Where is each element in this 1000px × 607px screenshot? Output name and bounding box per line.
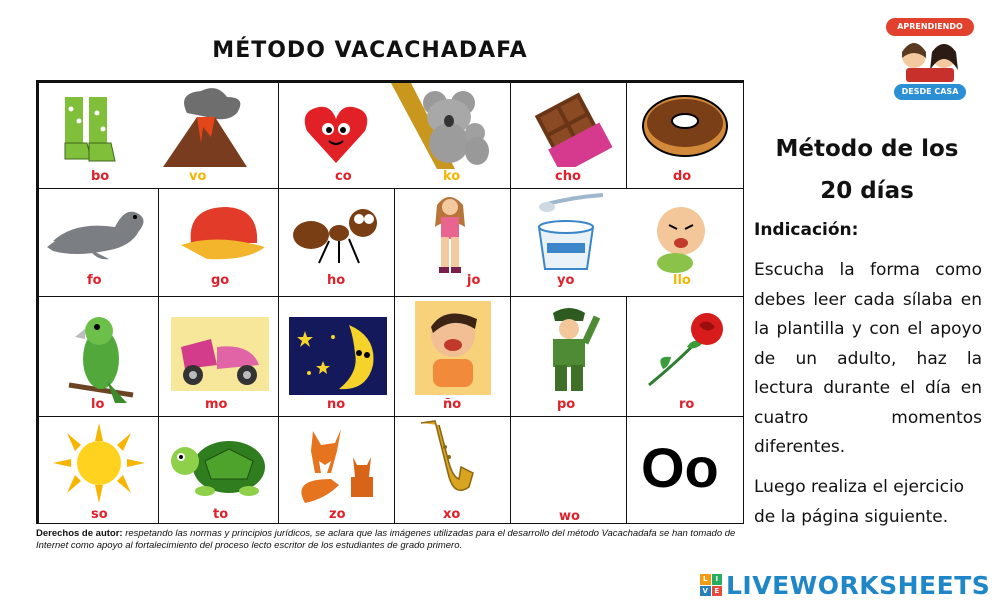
yogurt-icon xyxy=(533,193,613,273)
cell-bo-vo xyxy=(38,82,280,190)
aprendiendo-desde-casa-logo xyxy=(880,14,980,104)
chocolate-icon xyxy=(525,91,615,167)
syllable-jo: jo xyxy=(467,273,481,288)
scooter-icon xyxy=(171,317,269,391)
police-icon xyxy=(539,303,601,395)
cell-yo-llo xyxy=(510,188,744,298)
syllable-wo: wo xyxy=(559,509,580,524)
copyright-label: Derechos de autor: xyxy=(36,528,123,539)
syllable-grid xyxy=(36,80,744,524)
cell-jo xyxy=(394,188,512,298)
rain-boots-icon xyxy=(57,93,137,167)
syllable-fo: fo xyxy=(87,273,102,288)
cell-zo xyxy=(278,416,396,524)
syllable-so: so xyxy=(91,507,108,522)
liveworksheets-brand: LIVEWORKSHEETS xyxy=(726,570,991,600)
cell-ho xyxy=(278,188,396,298)
ant-icon xyxy=(289,201,385,267)
big-letter-oo: Oo xyxy=(641,436,719,499)
cell-po xyxy=(510,296,628,418)
rose-icon xyxy=(643,307,733,391)
syllable-yo: yo xyxy=(557,273,575,288)
copyright-notice xyxy=(36,528,746,552)
syllable-co: co xyxy=(335,169,352,184)
syllable-nyo: ño xyxy=(443,397,462,412)
syllable-po: po xyxy=(557,397,576,412)
turtle-icon xyxy=(169,431,271,497)
seal-icon xyxy=(45,201,155,263)
crying-baby-icon xyxy=(645,201,721,273)
syllable-vo: vo xyxy=(189,169,207,184)
next-page-paragraph: Luego realiza el ejercicio de la página siguiente. xyxy=(754,477,965,527)
cell-to xyxy=(158,416,280,524)
saxophone-icon xyxy=(415,417,479,501)
fox-icon xyxy=(295,421,385,505)
cell-ño xyxy=(394,296,512,418)
sidebar-title-line1: Método de los xyxy=(775,136,959,162)
cell-wo xyxy=(510,416,628,524)
worksheet-title: MÉTODO VACACHADAFA xyxy=(212,38,528,63)
syllable-xo: xo xyxy=(443,507,461,522)
cell-ro xyxy=(626,296,744,418)
cell-lo xyxy=(38,296,160,418)
parrot-icon xyxy=(67,311,137,405)
cap-icon xyxy=(177,203,267,263)
cell-go xyxy=(158,188,280,298)
night-moon-icon xyxy=(289,317,387,395)
indication-label: Indicación: xyxy=(754,220,859,240)
cell-cho xyxy=(510,82,628,190)
instruction-paragraph: Escucha la forma como debes leer cada sílaba en la plantilla y con el apoyo de un adulto, haz la lectura durante el día en cuatro momentos diferentes. xyxy=(754,260,982,457)
syllable-ho: ho xyxy=(327,273,346,288)
cell-mo xyxy=(158,296,280,418)
cell-no xyxy=(278,296,396,418)
syllable-llo: llo xyxy=(673,273,691,288)
syllable-zo: zo xyxy=(329,507,346,522)
sidebar-title-line2: 20 días xyxy=(820,178,914,204)
syllable-ro: ro xyxy=(679,397,695,412)
copyright-text: respetando las normas y principios jurídicos, se aclara que las imágenes utilizadas para el desarrollo del método Vacachadafa se han tomado de Internet como apoyo al fortalecimiento del proceso lecto escritor de los estudiantes de grado primero. xyxy=(36,528,736,551)
donut-icon xyxy=(639,93,731,159)
logo-bottom-ribbon: DESDE CASA xyxy=(894,84,966,100)
koala-icon xyxy=(391,83,495,169)
cell-so xyxy=(38,416,160,524)
syllable-lo: lo xyxy=(91,397,105,412)
sun-icon xyxy=(53,423,145,503)
sidebar-title xyxy=(752,128,982,212)
syllable-go: go xyxy=(211,273,230,288)
cell-fo xyxy=(38,188,160,298)
syllable-bo: bo xyxy=(91,169,110,184)
syllable-to: to xyxy=(213,507,229,522)
boy-icon xyxy=(415,301,491,395)
syllable-ko: ko xyxy=(443,169,461,184)
cell-do xyxy=(626,82,744,190)
girl-icon xyxy=(427,191,473,281)
volcano-icon xyxy=(157,83,249,169)
liveworksheets-badge-icon: L I V E xyxy=(700,574,722,596)
cell-co-ko xyxy=(278,82,512,190)
liveworksheets-logo[interactable] xyxy=(700,572,990,598)
syllable-do: do xyxy=(673,169,692,184)
syllable-cho: cho xyxy=(555,169,581,184)
heart-icon xyxy=(301,103,371,165)
cell-xo xyxy=(394,416,512,524)
cell-big-oo xyxy=(626,416,744,524)
syllable-no: no xyxy=(327,397,346,412)
syllable-mo: mo xyxy=(205,397,228,412)
logo-top-ribbon: APRENDIENDO xyxy=(886,18,974,36)
